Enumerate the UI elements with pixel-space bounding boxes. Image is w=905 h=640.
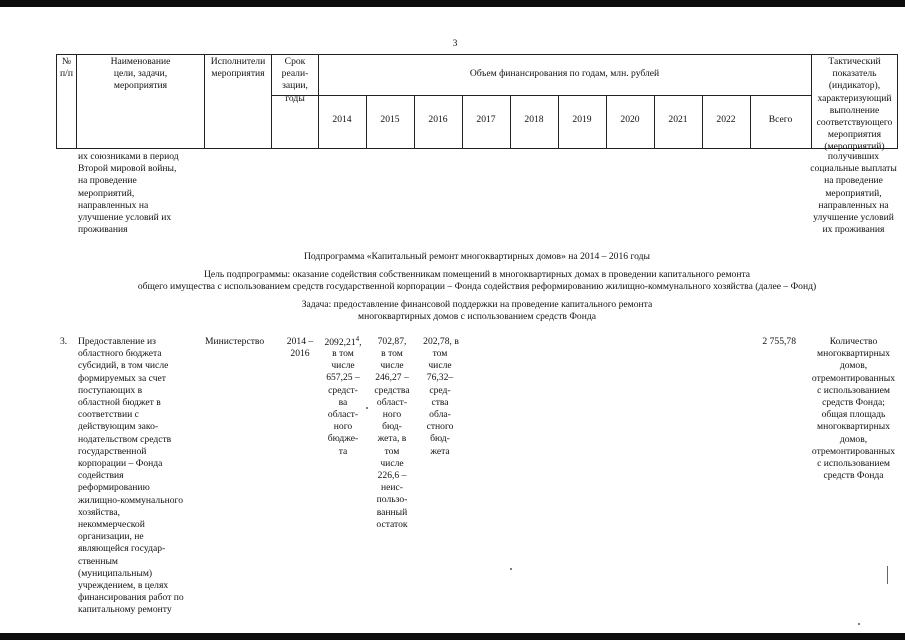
row-executor: Министерство: [205, 336, 265, 347]
header-top-border: [56, 54, 898, 55]
row-2016-value: 202,78, в: [423, 336, 459, 347]
row-total: 2 755,78: [762, 336, 796, 347]
header-total: Всего: [768, 114, 793, 125]
scan-bottom-border: [0, 633, 905, 640]
table-header: [56, 54, 898, 153]
row-2015-details: в том числе 246,27 – средства област- ного бюд- жета, в том числе 226,6 – неис- пользо- ванный остаток: [374, 348, 410, 530]
scan-speck: [510, 568, 512, 570]
subprogram-title: Подпрограмма «Капитальный ремонт многоквартирных домов» на 2014 – 2016 годы: [303, 251, 650, 262]
row-2014-comma: ,: [359, 337, 362, 349]
header-year: 2016: [428, 114, 448, 125]
row-number: 3.: [60, 336, 68, 347]
scan-speck: [366, 407, 368, 409]
header-bottom-border: [56, 148, 898, 149]
header-year: 2015: [380, 114, 400, 125]
header-name: Наименование цели, задачи, мероприятия: [110, 56, 171, 92]
row-2014-footnote: 4: [355, 335, 360, 343]
header-num: № п/п: [60, 56, 73, 80]
subprogram-task-line2: многоквартирных домов с использованием средств Фонда: [358, 311, 596, 322]
continuation-right: получивших социальные выплаты на проведение мероприятий, направленных на улучшение условий их проживания: [810, 151, 897, 236]
row-2016-details: том числе 76,32– сред- ства обла- стного бюд- жета: [426, 348, 454, 457]
header-term: Срок реали- зации, годы: [281, 56, 309, 104]
header-indicator: Тактический показатель (индикатор), характеризующий выполнение соответствующего мероприятия (мероприятий): [816, 56, 893, 153]
scan-speck: [858, 623, 860, 625]
subprogram-task-line1: Задача: предоставление финансовой поддержки на проведение капитального ремонта: [301, 299, 653, 310]
header-executors: Исполнители мероприятия: [210, 56, 266, 80]
header-year: 2019: [572, 114, 592, 125]
header-funding: Объем финансирования по годам, млн. рублей: [469, 68, 660, 79]
row-2014-value: 2092,21: [324, 337, 356, 349]
page-number: 3: [452, 38, 458, 49]
header-years-divider: [271, 95, 811, 96]
row-name: Предоставление из областного бюджета субсидий, в том числе формируемых за счет поступающих в областной бюджет в соответствии с действующим зако- нодательством средств государственной корпорации – Фонда содействия реформированию жилищно-коммунального хозяйства, некоммерческой организации, не являющейся государ- ственным (муниципальным) учреждением, в целях финансирования работ по капитальному ремонту: [78, 336, 184, 616]
header-year: 2020: [620, 114, 640, 125]
subprogram-goal-line2: общего имущества с использованием средств государственной корпорации – Фонда содействия реформированию жилищно-коммунального хозяйства (далее – Фонд): [137, 281, 817, 292]
row-2015-value: 702,87,: [377, 336, 407, 347]
header-year: 2014: [332, 114, 352, 125]
col-border: [897, 54, 898, 149]
header-year: 2017: [476, 114, 496, 125]
subprogram-goal-line1: Цель подпрограммы: оказание содействия собственникам помещений в многоквартирных домах в проведении капитального ремонта: [203, 269, 751, 280]
row-indicator: Количество многоквартирных домов, отремонтированных с использованием средств Фонда; общая площадь многоквартирных домов, отремонтированных с использованием средств Фонда: [811, 336, 896, 482]
continuation-left: их союзниками в период Второй мировой войны, на проведение мероприятий, направленных на улучшение условий их проживания: [78, 151, 179, 236]
row-term: 2014 – 2016: [286, 336, 314, 360]
header-year: 2022: [716, 114, 736, 125]
scan-artifact-line: [887, 566, 888, 584]
row-2014-details: в том числе 657,25 – средст- ва област- ного бюдже- та: [326, 348, 360, 457]
header-year: 2018: [524, 114, 544, 125]
header-year: 2021: [668, 114, 688, 125]
scan-top-border: [0, 0, 905, 7]
